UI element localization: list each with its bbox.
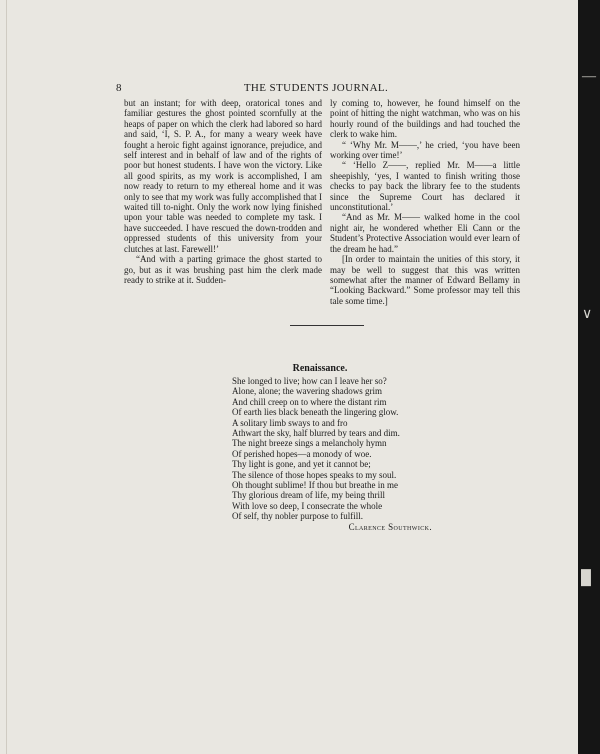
poem-line: The night breeze sings a melancholy hymn <box>232 438 387 449</box>
journal-title: THE STUDENTS JOURNAL. <box>243 82 389 94</box>
section-divider <box>290 325 364 326</box>
poem-line: Oh thought sublime! If thou but breathe in me <box>232 480 398 491</box>
page-edge <box>6 0 7 754</box>
poem-line: Of self, thy nobler purpose to fulfill. <box>232 511 363 522</box>
poem-line: Thy glorious dream of life, my being thrill <box>232 490 385 501</box>
page-header <box>116 82 516 96</box>
scan-mark: — <box>582 69 596 84</box>
right-paragraph-2: “ ‘Why Mr. M——,’ he cried, ‘you have been working over time!’ <box>330 139 520 161</box>
left-column <box>124 98 322 285</box>
poem-line: And chill creep on to where the distant rim <box>232 396 387 407</box>
poem-line: A solitary limb sways to and fro <box>232 417 348 428</box>
poem-line: Alone, alone; the wavering shadows grim <box>232 386 382 397</box>
left-paragraph-2: “And with a parting grimace the ghost started to go, but as it was brushing past him the clerk made ready to strike at it. Sudden- <box>124 254 322 285</box>
scan-edge-strip <box>578 0 600 754</box>
right-column <box>330 98 520 306</box>
poem-line: Athwart the sky, half blurred by tears and dim. <box>232 428 400 439</box>
right-paragraph-5: [In order to maintain the unities of this story, it may be well to suggest that this was written somewhat after the manner of Edward Bellamy in “Looking Backward.” Some professor may tell this tale some time.] <box>330 254 520 306</box>
left-paragraph-1: but an instant; for with deep, oratorical tones and familiar gestures the ghost pointed scornfully at the heaps of paper on which the clerk had labored so hard and said, ‘I, S. P. A., for many a weary week have fought a heroic fight against ignorance, prejudice, and self interest and in behalf of law and of the rights of poor but honest students. I have won the victory. Like all good spirits, as my work is accomplished, I am now ready to return to my ethereal home and it was only to see that my work was fully accomplished that I waited till to-night. Only the work now lying finished upon your table was needed to complete my task. I have succeeded. I have rescued the down-trodden and oppressed students of this university from your clutches at last. Farewell!’ <box>124 98 322 254</box>
poem-title: Renaissance. <box>292 363 348 374</box>
scan-mark: ∨ <box>582 307 593 322</box>
poem <box>232 376 432 532</box>
poem-line: The silence of those hopes speaks to my soul. <box>232 469 397 480</box>
page-number: 8 <box>116 82 122 94</box>
poem-line: Of perished hopes—a monody of woe. <box>232 448 372 459</box>
poem-author: Clarence Southwick. <box>348 521 432 532</box>
poem-line: She longed to live; how can I leave her so? <box>232 376 387 386</box>
poem-line: Thy light is gone, and yet it cannot be; <box>232 459 371 470</box>
poem-line: With love so deep, I consecrate the whole <box>232 500 383 511</box>
scan-mark: █ <box>581 571 591 586</box>
right-paragraph-4: “And as Mr. M—— walked home in the cool night air, he wondered whether Eli Cann or the Student’s Protective Association would ever learn of the dream he had.” <box>330 212 520 254</box>
right-paragraph-1: ly coming to, however, he found himself on the point of hitting the night watchman, who was on his hourly round of the buildings and had touched the clerk to wake him. <box>330 98 520 140</box>
poem-line: Of earth lies black beneath the lingering glow. <box>232 407 399 418</box>
right-paragraph-3: “ ‘Hello Z——, replied Mr. M——a little sheepishly, ‘yes, I wanted to finish writing those checks to pay back the library fee to the students since the Supreme Court has declared it unconstitutional.’ <box>330 160 520 213</box>
